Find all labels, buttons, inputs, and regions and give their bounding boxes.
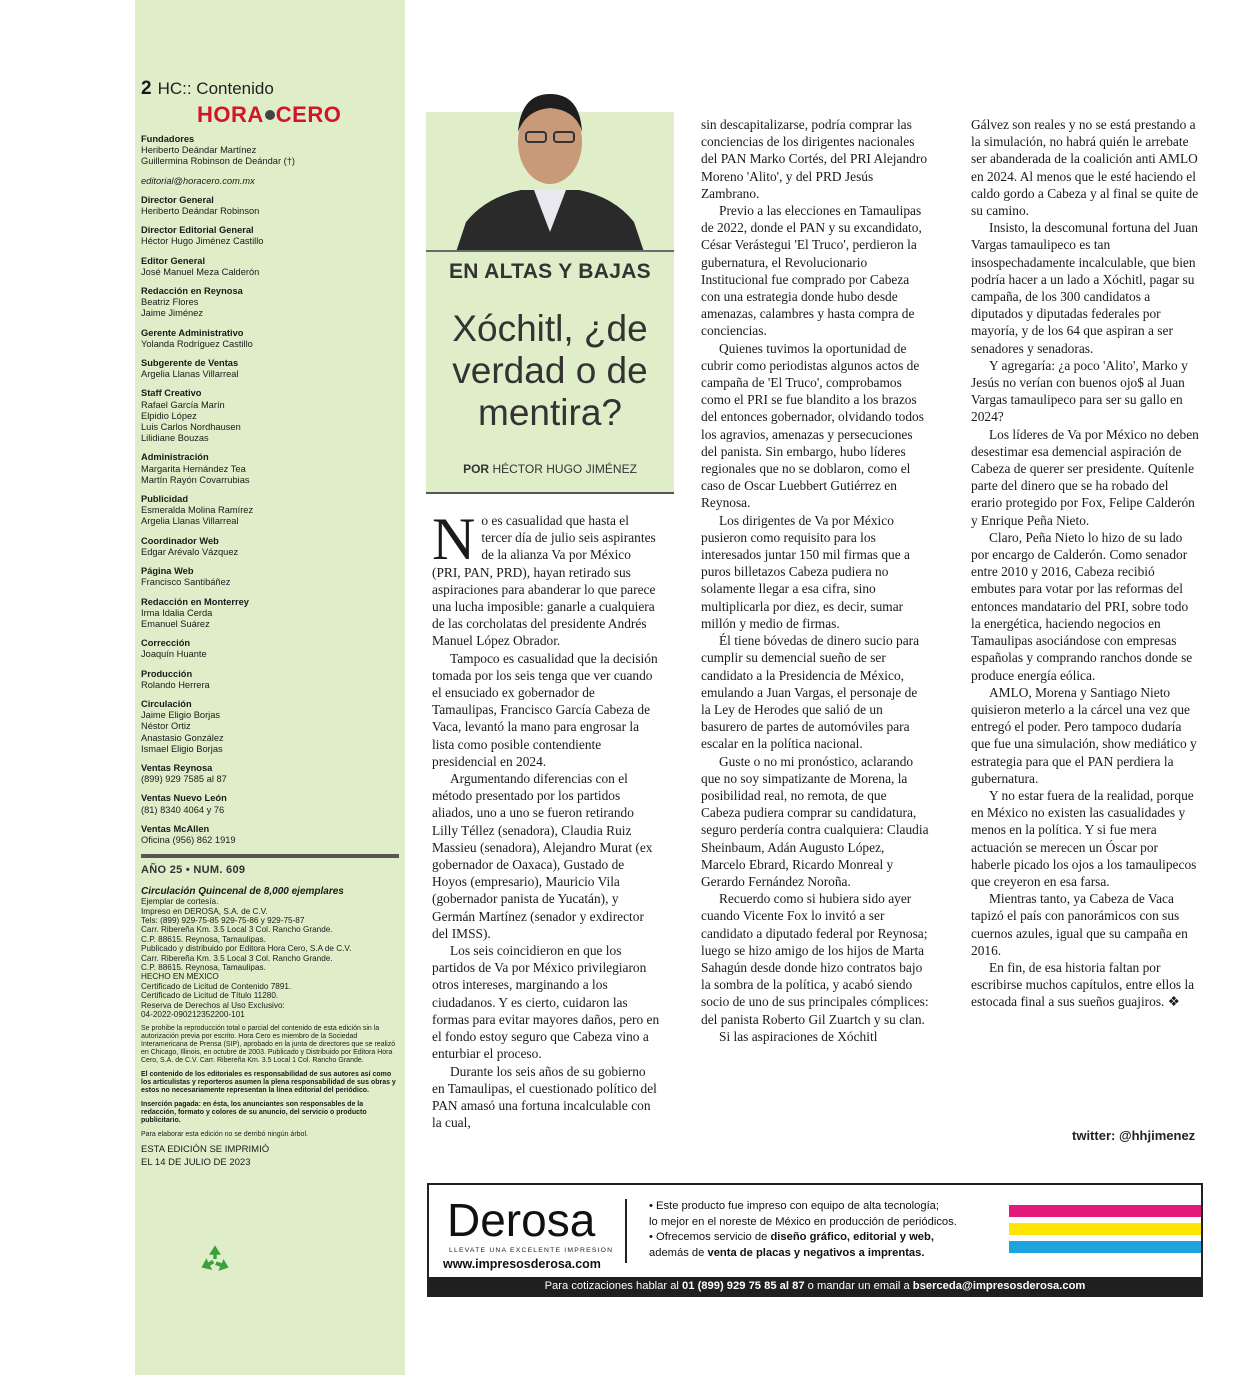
color-bar (1009, 1223, 1201, 1235)
article-column-1 (432, 512, 660, 1152)
staff-role: Ventas Reynosa (141, 762, 213, 773)
staff-role: Director General (141, 194, 214, 205)
staff-role: Página Web (141, 566, 194, 577)
staff-name: Héctor Hugo Jiménez Castillo (141, 236, 264, 247)
ad-line-3 (649, 1230, 999, 1246)
staff-role: Circulación (141, 698, 192, 709)
article-paragraph: Y no estar fuera de la realidad, porque en México no existen las casualidades y menos en la política. Y si fue mera actuación se merecen un Óscar por haberle picado los ojos a los tamaulipecos que creyeron en esa farsa. (971, 787, 1197, 889)
staff-name: Guillermina Robinson de Deándar (†) (141, 156, 295, 167)
article-paragraph: Mientras tanto, ya Cabeza de Vaca tapizó el país con panorámicos con sus cuernos azules, igual que su campaña en 2016. (971, 891, 1188, 958)
article-paragraph: Guste o no mi pronóstico, aclarando que no soy simpatizante de Morena, la posibilidad real, no remota, de que Cabeza pudiera comprar su candidatura, seguro perdería contra cualquiera: Claudia Sheinbaum, Adán Augusto López, Marcelo Ebrard, Ricardo Monreal y Gerardo Fernández Noroña. (701, 753, 929, 889)
legal-line: C.P. 88615. Reynosa, Tamaulipas. (141, 963, 266, 972)
masthead-sidebar (135, 0, 405, 1375)
legal-line: Ejemplar de cortesía. (141, 897, 219, 907)
footer-email[interactable]: bserceda@impresosderosa.com (912, 1280, 1086, 1292)
ad-line-3a: • Ofrecemos servicio de (649, 1231, 771, 1243)
staff-role: Administración (141, 452, 209, 463)
editorial-email[interactable]: editorial@horacero.com.mx (141, 175, 255, 186)
staff-role: Producción (141, 668, 193, 679)
staff-name: (81) 8340 4064 y 76 (141, 804, 225, 815)
article-paragraph: Argumentando diferencias con el método presentado por los partidos aliados, uno a uno se fueron retirando Lilly Téllez (senadora), Claudia Ruiz Massieu (senadora), Alejandro Murat (ex gobernador de Oaxaca), Gustado de Hoyos (empresario), Mauricio Vila (gobernador panista de Yucatán), y Germán Martínez (senador y exdirector del IMSS). (432, 771, 653, 941)
staff-role: Gerente Administrativo (141, 327, 244, 338)
article-paragraph: Claro, Peña Nieto lo hizo de su lado por encargo de Calderón. Como senador entre 2010 y 2016, Cabeza recibió embutes para votar por las reformas del entonces mandatario del PRI, sobre todo la energética, haciendo negocios en Tamaulipas asociándose con empresas españolas y comprando ranchos donde se produce energía eólica. (971, 529, 1193, 683)
derosa-tagline: LLEVATE UNA EXCELENTE IMPRESION (449, 1247, 614, 1254)
staff-name: Ismael Eligio Borjas (141, 743, 223, 754)
legal-line: HECHO EN MEXICO (141, 972, 219, 982)
derosa-advertisement[interactable] (427, 1183, 1203, 1297)
staff-name: Rolando Herrera (141, 679, 210, 690)
staff-group (141, 328, 399, 350)
staff-group (141, 452, 399, 486)
staff-role: Redacción en Reynosa (141, 286, 243, 297)
staff-group (141, 763, 399, 785)
section-rule (426, 250, 674, 252)
staff-group (141, 597, 399, 631)
legal-line: Publicado y distribuido por Editora Hora Cero, S.A de C.V. (141, 944, 352, 954)
page-number: 2 (141, 78, 152, 99)
staff-name: Margarita Hernández Tea (141, 463, 246, 474)
color-bar (1009, 1241, 1201, 1253)
issue-number: AÑO 25 • NUM. 609 (141, 864, 246, 877)
author-photo (426, 72, 674, 252)
legal-notice: Se prohibe la reproducción total o parcial del contenido de esta edición sin la autorización previa por escrito. Hora Cero es miembro de la Sociedad Interamericana de Prensa (SIP), aprobado en la junta de directores que se realizó en Chicago, Illinois, en octubre de 2003. Publicado y Distribuido por Editora Hora Cero, S.A. de C.V. Carr. Ribereña Km. 3.5 Local 1 Col. Rancho Grande. (141, 1025, 396, 1065)
staff-name: Beatriz Flores (141, 297, 199, 308)
staff-name: Martín Rayón Covarrubias (141, 474, 250, 485)
recycle-icon (198, 1242, 232, 1276)
footer-text-a: Para cotizaciones hablar al (544, 1280, 683, 1292)
staff-name: Lilidiane Bouzas (141, 433, 209, 444)
legal-line: Carr. Ribereña Km. 3.5 Local 3 Col. Rancho Grande. (141, 953, 333, 963)
article-paragraph: Los seis coincidieron en que los partidos de Va por México privilegiaron otros intereses, marginando a los ciudadanos. Y es cierto, cuidaron las formas para evitar mayores daños, pero en el fondo estoy seguro que Cabeza vino a enturbiar el proceso. (432, 943, 660, 1062)
staff-name: Argelia Llanas Villarreal (141, 516, 239, 527)
article-paragraph: o es casualidad que hasta el tercer día de julio seis aspirantes de la alianza Va por México (PRI, PAN, PRD), hayan retirado sus aspiraciones para abanderar lo que parece una lucha imposible: ganarle a cualquiera de las corcholatas del presidente Andrés Manuel López Obrador. (432, 513, 656, 649)
staff-name: Elpidio López (141, 410, 197, 421)
staff-group (141, 225, 399, 247)
logo-left: HORA (197, 102, 264, 127)
legal-line: Carr. Ribereña Km. 3.5 Local 3 Col. Rancho Grande. (141, 925, 333, 935)
article-paragraph: Recuerdo como si hubiera sido ayer cuando Vicente Fox lo invitó a ser candidato a diputado federal por Reynosa; luego se hizo amigo de los hijos de Marta Sahagún desde donde hizo contratos bajo la sombra de la política, y acabó siendo socio de uno de sus principales cómplices: del panista Roberto Gil Zuartch y su clan. (701, 891, 929, 1027)
staff-name: Argelia Llanas Villarreal (141, 369, 239, 380)
article-paragraph: Gálvez son reales y no se está prestando a la simulación, no habrá quién le arrebate ser abanderada de la coalición anti AMLO en 2024. Al menos que le esté haciendo el caldo gordo a Cabeza y al final se quite de su camino. (971, 117, 1199, 219)
logo-right: CERO (275, 102, 342, 127)
staff-role: Ventas Nuevo León (141, 793, 227, 804)
staff-group (141, 256, 399, 278)
article-column-3 (971, 116, 1199, 1106)
printed-date-2: EL 14 DE JULIO DE 2023 (141, 1156, 251, 1168)
byline-por: POR (463, 462, 490, 476)
ad-line-4 (649, 1246, 999, 1262)
article-paragraph: Quienes tuvimos la oportunidad de cubrir como periodistas algunos actos de campaña de 'El Truco', comprobamos como el PRI se fue blandito a los brazos del entonces gobernador, olvidando todos los agravios, amenazas y persecuciones del panista. Sin embargo, hubo líderes regionales que no se doblaron, como el caso de Oscar Luebbert Gutiérrez en Reynosa. (701, 340, 924, 511)
article-paragraph: Tampoco es casualidad que la decisión tomada por los seis tenga que ver cuando el ensuciado ex gobernador de Tamaulipas, Francisco García Cabeza de Vaca, levantó la mano para engrosar la lista como posible contendiente presidencial en 2024. (432, 650, 658, 769)
staff-group (141, 388, 399, 444)
legal-line: 04-2022-090212352200-101 (141, 1010, 245, 1020)
byline (426, 462, 674, 476)
staff-name: Esmeralda Molina Ramírez (141, 505, 254, 516)
staff-name: Néstor Ortiz (141, 721, 191, 732)
staff-group (141, 286, 399, 320)
legal-line: Certificado de Licitud de Título 11280. (141, 991, 279, 1001)
staff-role: Staff Creativo (141, 388, 202, 399)
staff-name: Irma Idalia Cerda (141, 607, 213, 618)
column-section-label: EN ALTAS Y BAJAS (448, 260, 651, 283)
staff-name: Edgar Arévalo Vázquez (141, 546, 239, 557)
footer-phone[interactable]: 01 (899) 929 75 85 al 87 (682, 1280, 805, 1292)
derosa-url[interactable]: www.impresosderosa.com (443, 1257, 601, 1271)
article-paragraph: Y agregaría: ¿a poco 'Alito', Marko y Jesús no verían con buenos ojo$ al Juan Vargas tamaulipeco para ser su gallo en 2024? (971, 357, 1188, 425)
article-paragraph: Los dirigentes de Va por México pusieron como requisito para los interesados juntar 150 mil firmas que a puros billetazos Cabeza pudiera no solamente llegar a esa cifra, sino multiplicarla por diez, es decir, sumar millón y medio de firmas. (701, 512, 910, 631)
article-paragraph: AMLO, Morena y Santiago Nieto quisieron meterlo a la cárcel una vez que entregó el poder. Pero tampoco dudaría que fue una simulación, show mediático y estrategia para que el PAN perdiera la gubernatura. (971, 684, 1197, 786)
editorial-disclaimer: El contenido de los editoriales es responsabilidad de sus autores así como los articulistas y reporteros asumen la plena responsabilidad de sus obras y estos no necesariamente representan la línea editorial del periódico. (141, 1071, 396, 1095)
color-bar (1009, 1205, 1201, 1217)
staff-group (141, 494, 399, 528)
staff-name: Jaime Eligio Borjas (141, 710, 221, 721)
circulation-title: Circulación Quincenal de 8,000 ejemplares (141, 886, 344, 898)
staff-name: Anastasio González (141, 732, 224, 743)
twitter-handle[interactable]: twitter: @hhjimenez (1072, 1128, 1196, 1143)
staff-role: Publicidad (141, 494, 189, 505)
legal-info (141, 897, 399, 1019)
staff-group (141, 536, 399, 558)
staff-name: Emanuel Suárez (141, 618, 210, 629)
staff-name: José Manuel Meza Calderón (141, 266, 260, 277)
staff-role: Subgerente de Ventas (141, 358, 239, 369)
staff-name: Yolanda Rodríguez Castillo (141, 338, 253, 349)
article-paragraph: Insisto, la descomunal fortuna del Juan Vargas tamaulipeco es tan insospechadamente incalculable, que bien podría hacer a un lado a Xóchitl, pagar su campaña, de los 300 candidatos a diputados y diputadas federales por mayoría, y de los 64 que aspiran a ser senadores y senadoras. (971, 220, 1198, 356)
staff-role: Redacción en Monterrey (141, 596, 249, 607)
article-paragraph: En fin, de esa historia faltan por escribirse muchos capítulos, entre ellos la estocada final a sus sueños guajiros. ❖ (971, 959, 1195, 1010)
staff-group (141, 669, 399, 691)
article-header (426, 112, 674, 494)
staff-name: Francisco Santibáñez (141, 577, 231, 588)
footer-text-b: o mandar un email a (804, 1280, 913, 1292)
staff-name: Luis Carlos Nordhausen (141, 422, 241, 433)
staff-role: Coordinador Web (141, 535, 219, 546)
staff-group (141, 358, 399, 380)
staff-role: Editor General (141, 255, 206, 266)
staff-role: Corrección (141, 638, 191, 649)
article-paragraph: Los líderes de Va por México no deben desestimar esa demencial aspiración de Cabeza de querer ser presidente. Quítenle parte del dinero que se ha robado del erario protegido por Fox, Felipe Calderón y Enrique Peña Nieto. (971, 426, 1199, 528)
staff-name: Rafael García Marín (141, 399, 225, 410)
staff-list (141, 134, 399, 846)
staff-name: (899) 929 7585 al 87 (141, 774, 227, 785)
staff-group (141, 195, 399, 217)
ad-separator (625, 1199, 627, 1263)
ad-line-2: lo mejor en el noreste de México en producción de periódicos. (649, 1215, 957, 1228)
staff-group (141, 824, 399, 846)
ad-footer (429, 1277, 1201, 1295)
section-name: HC:: Contenido (157, 79, 274, 98)
staff-name: Heriberto Deándar Martínez (141, 145, 257, 156)
derosa-logo: Derosa (447, 1194, 596, 1246)
byline-author: HÉCTOR HUGO JIMÉNEZ (492, 462, 637, 476)
staff-name: Heriberto Deándar Robinson (141, 206, 260, 217)
ad-description (649, 1199, 999, 1261)
staff-name: Jaime Jiménez (141, 308, 204, 319)
ad-line-4b: venta de placas y negativos a imprentas. (707, 1246, 925, 1259)
legal-line: C.P. 88615. Reynosa, Tamaulipas. (141, 934, 266, 944)
article-headline: Xóchitl, ¿de verdad o de mentira? (452, 308, 648, 433)
page-header (141, 78, 399, 100)
staff-name: Oficina (956) 862 1919 (141, 834, 236, 845)
legal-line: Certificado de Licitud de Contenido 7891. (141, 981, 292, 991)
ad-line-3b: diseño gráfico, editorial y web, (770, 1231, 934, 1243)
article-column-2 (701, 116, 929, 1146)
paid-insertion-note: Inserción pagada: en ésta, los anunciantes son responsables de la redacción, formato y colores de su anuncio, del servicio o producto publicitario. (141, 1101, 367, 1125)
logo-clock-icon (265, 110, 275, 120)
article-paragraph: Durante los seis años de su gobierno en Tamaulipas, el cuestionado político del PAN amasó una fortuna incalculable con la cual, (432, 1063, 657, 1131)
staff-group (141, 566, 399, 588)
tree-note: Para elaborar esta edición no se derribó ningún árbol. (141, 1131, 308, 1139)
staff-group (141, 699, 399, 755)
staff-name: Joaquín Huante (141, 649, 207, 660)
cmyk-bars (1009, 1205, 1201, 1259)
legal-line: Impreso en DEROSA, S.A. de C.V. (141, 906, 268, 916)
staff-group (141, 638, 399, 660)
staff-role: Director Editorial General (141, 225, 254, 236)
drop-cap: N (432, 512, 476, 572)
ad-line-4a: además de (649, 1246, 708, 1259)
legal-line: Reserva de Derechos al Uso Exclusivo: (141, 1000, 285, 1010)
staff-group (141, 134, 399, 168)
legal-line: Tels: (899) 929-75-85 929-75-86 y 929-75-87 (141, 915, 305, 925)
staff-role: Ventas McAllen (141, 823, 210, 834)
staff-role: Fundadores (141, 134, 195, 144)
article-paragraph: Él tiene bóvedas de dinero sucio para cumplir su demencial sueño de ser candidato a la Presidencia de México, emulando a Juan Vargas, el personaje de la Ley de Herodes que salió de un basurero de partes de automóviles para escalar en la política nacional. (701, 633, 920, 752)
sidebar-divider (141, 854, 399, 858)
ad-line-1: • Este producto fue impreso con equipo de alta tecnología; (649, 1200, 940, 1212)
article-paragraph: sin descapitalizarse, podría comprar las conciencias de los dirigentes nacionales del PAN Marko Cortés, del PRI Alejandro Moreno 'Alito', y del PRD Jesús Zambrano. (701, 117, 928, 201)
staff-group (141, 793, 399, 815)
article-paragraph: Si las aspiraciones de Xóchitl (719, 1028, 878, 1044)
article-paragraph: Previo a las elecciones en Tamaulipas de 2022, donde el PAN y su excandidato, César Verástegui 'El Truco', perdieron la gubernatura, el Revolucionario Institucional fue comprado por Cabeza con una estrategia donde hubo desde amenazas, calambres y hasta compra de conciencias. (701, 203, 922, 339)
printed-date-1: ESTA EDICIÓN SE IMPRIMIÓ (141, 1144, 270, 1156)
hora-cero-logo (197, 102, 399, 128)
